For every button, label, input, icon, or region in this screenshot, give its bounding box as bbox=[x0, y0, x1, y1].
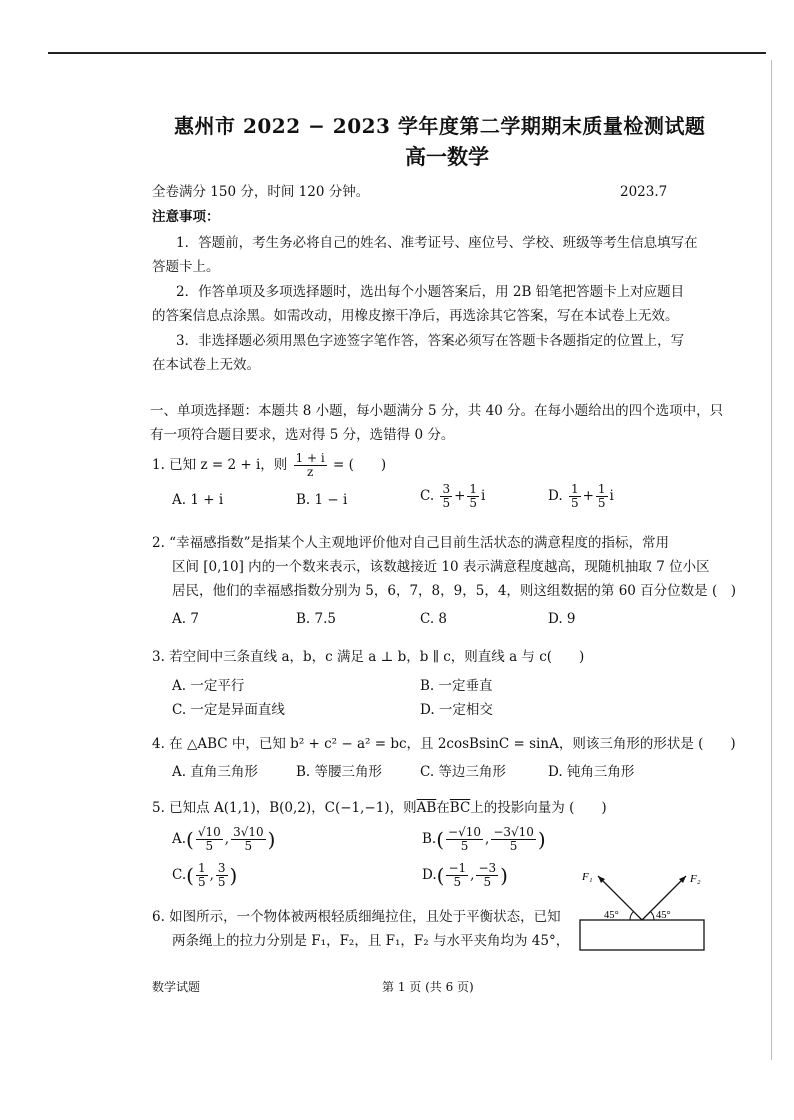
notice-item-3: 3．非选择题必须用黑色字迹签字笔作答，答案必须写在答题卡各题指定的位置上，写 bbox=[176, 333, 685, 349]
notice-item-1-cont: 答题卡上。 bbox=[152, 259, 220, 275]
exam-date: 2023.7 bbox=[620, 184, 668, 200]
score-time: 全卷满分 150 分，时间 120 分钟。 bbox=[152, 184, 370, 200]
q2-option-d: D. 9 bbox=[548, 611, 576, 627]
q4-option-b: B. 等腰三角形 bbox=[296, 764, 383, 780]
q2-option-b: B. 7.5 bbox=[296, 611, 336, 627]
question-2-line-1: 2. “幸福感指数”是指某个人主观地评价他对自己目前生活状态的满意程度的指标，常用 bbox=[152, 535, 669, 551]
question-2-line-2: 区间 [0,10] 内的一个数来表示，该数越接近 10 表示满意程度越高，现随机抽取 7 位小区 bbox=[172, 559, 710, 575]
notice-item-3-cont: 在本试卷上无效。 bbox=[152, 357, 260, 373]
question-6-line-2: 两条绳上的拉力分别是 F₁，F₂，且 F₁，F₂ 与水平夹角均为 45°， bbox=[172, 933, 570, 949]
angle-arc-left bbox=[630, 912, 634, 921]
q4-option-c: C. 等边三角形 bbox=[420, 764, 506, 780]
section-1-heading: 一、单项选择题：本题共 8 小题，每小题满分 5 分，共 40 分。在每小题给出的四个选项中，只 bbox=[150, 403, 724, 419]
section-1-heading-cont: 有一项符合题目要求，选对得 5 分，选错得 0 分。 bbox=[150, 427, 455, 443]
q3-option-c: C. 一定是异面直线 bbox=[172, 702, 285, 718]
q2-option-c: C. 8 bbox=[420, 611, 448, 627]
question-6-line-1: 6. 如图所示，一个物体被两根轻质细绳拉住，且处于平衡状态，已知 bbox=[152, 909, 561, 925]
label-f1: F₁ bbox=[582, 871, 593, 883]
notice-item-2-cont: 的答案信息点涂黑。如需改动，用橡皮擦干净后，再选涂其它答案，写在本试卷上无效。 bbox=[152, 308, 679, 324]
q5-option-d: D.( $\frac{-1}{5}$ , $\frac{-3}{5}$ ) bbox=[422, 861, 508, 889]
q5-option-c: C.( $\frac{1}{5}$ , $\frac{3}{5}$ ) bbox=[172, 861, 238, 889]
top-border-line bbox=[48, 52, 766, 54]
q3-option-a: A. 一定平行 bbox=[172, 678, 245, 694]
q2-option-a: A. 7 bbox=[172, 611, 199, 627]
q3-option-d: D. 一定相交 bbox=[420, 702, 493, 718]
q1-option-d: D. $\frac{1}{5}$ + $\frac{1}{5}$ i bbox=[548, 482, 614, 510]
subject-title: 高一数学 bbox=[405, 144, 489, 169]
notice-item-2: 2．作答单项及多项选择题时，选出每个小题答案后，用 2B 铅笔把答题卡上对应题目 bbox=[176, 284, 685, 300]
label-angle-left: 45° bbox=[604, 910, 619, 921]
footer-subject: 数学试题 bbox=[152, 980, 201, 994]
label-f2: F₂ bbox=[690, 873, 701, 885]
footer-page-number: 第 1 页 (共 6 页) bbox=[382, 980, 474, 994]
question-5-stem: 5. 已知点 A(1,1)，B(0,2)，C(−1,−1)，则$\overline{AB}$在$\overline{BC}$上的投影向量为 ( ) bbox=[152, 800, 607, 816]
scan-edge bbox=[771, 60, 772, 1060]
q1-option-c: C. $\frac{3}{5}$ + $\frac{1}{5}$ i bbox=[420, 482, 486, 510]
question-1-stem: 1. 已知 z = 2 + i，则 $\frac{1 + i}{z}$ = ( ) bbox=[152, 451, 387, 479]
question-4-stem: 4. 在 △ABC 中，已知 b² + c² − a² = bc，且 2cosBsinC = sinA，则该三角形的形状是 ( ) bbox=[152, 736, 736, 752]
q4-option-d: D. 钝角三角形 bbox=[548, 764, 635, 780]
q4-option-a: A. 直角三角形 bbox=[172, 764, 258, 780]
q5-option-a: A.( $\frac{√10}{5}$ , $\frac{3√10}{5}$ ) bbox=[172, 825, 276, 853]
question-3-stem: 3. 若空间中三条直线 a，b，c 满足 a ⊥ b，b ∥ c，则直线 a 与 c( ) bbox=[152, 649, 585, 665]
q1-option-a: A. 1 + i bbox=[172, 492, 224, 508]
fraction: $\frac{1 + i}{z}$ bbox=[295, 451, 325, 479]
page-title: 惠州市 2022 − 2023 学年度第二学期期末质量检测试题 bbox=[174, 114, 706, 138]
notice-heading: 注意事项： bbox=[152, 209, 220, 225]
notice-item-1: 1．答题前，考生务必将自己的姓名、准考证号、座位号、学校、班级等考生信息填写在 bbox=[176, 235, 698, 251]
label-angle-right: 45° bbox=[656, 910, 671, 921]
question-2-line-3: 居民，他们的幸福感指数分别为 5，6，7，8，9，5，4，则这组数据的第 60 百分位数是 ( ) bbox=[172, 583, 736, 599]
object-box bbox=[580, 920, 704, 950]
q3-option-b: B. 一定垂直 bbox=[420, 678, 493, 694]
angle-arc-right bbox=[651, 912, 655, 921]
force-diagram bbox=[574, 864, 714, 954]
q1-option-b: B. 1 − i bbox=[296, 492, 348, 508]
q5-option-b: B.( $\frac{-√10}{5}$ , $\frac{-3√10}{5}$ ) bbox=[422, 825, 546, 853]
